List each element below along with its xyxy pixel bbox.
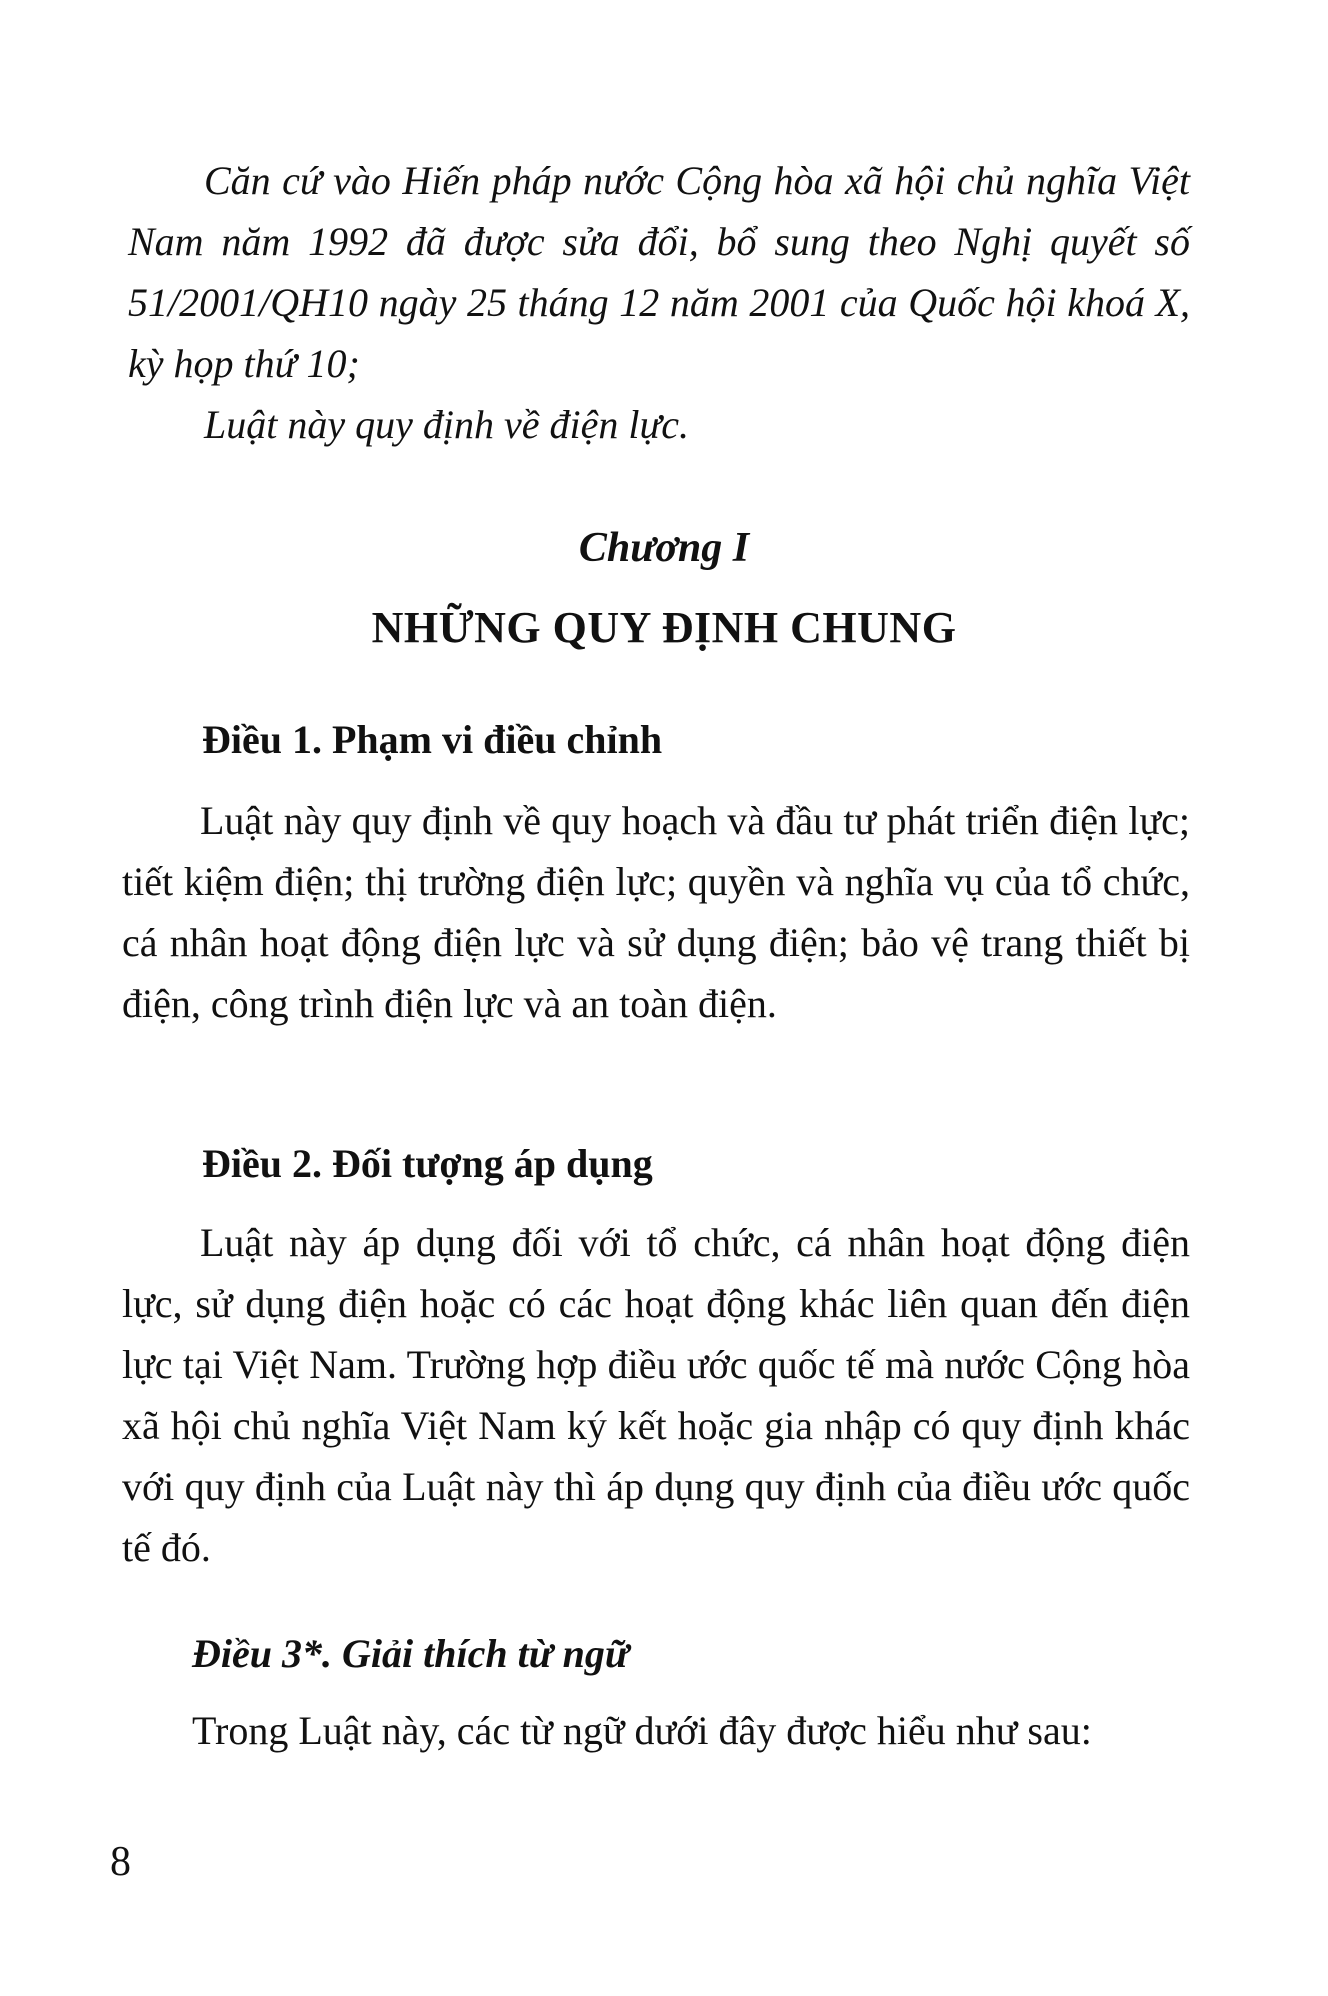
preamble — [128, 150, 1190, 455]
article-1-body: Luật này quy định về quy hoạch và đầu tư phát triển điện lực; tiết kiệm điện; thị trường điện lực; quyền và nghĩa vụ của tổ chức, cá nhân hoạt động điện lực và sử dụng điện; bảo vệ trang thiết bị điện, công trình điện lực và an toàn điện. — [122, 798, 1190, 1026]
article-3-heading: Điều 3*. Giải thích từ ngữ — [192, 1631, 629, 1676]
chapter-title: NHỮNG QUY ĐỊNH CHUNG — [371, 603, 957, 652]
preamble-scope-statement: Luật này quy định về điện lực. — [204, 402, 690, 447]
article-2-heading: Điều 2. Đối tượng áp dụng — [202, 1141, 653, 1186]
article-1-heading: Điều 1. Phạm vi điều chỉnh — [202, 717, 663, 762]
article-2-body: Luật này áp dụng đối với tổ chức, cá nhân hoạt động điện lực, sử dụng điện hoặc có các hoạt động khác liên quan đến điện lực tại Việt Nam. Trường hợp điều ước quốc tế mà nước Cộng hòa xã hội chủ nghĩa Việt Nam ký kết hoặc gia nhập có quy định khác với quy định của Luật này thì áp dụng quy định của điều ước quốc tế đó. — [122, 1220, 1190, 1570]
preamble-legal-basis: Căn cứ vào Hiến pháp nước Cộng hòa xã hội chủ nghĩa Việt Nam năm 1992 đã được sửa đổi, bổ sung theo Nghị quyết số 51/2001/QH10 ngày 25 tháng 12 năm 2001 của Quốc hội khoá X, kỳ họp thứ 10; — [128, 158, 1190, 386]
chapter-label: Chương I — [578, 525, 750, 571]
page-number: 8 — [110, 1839, 131, 1885]
article-3-body: Trong Luật này, các từ ngữ dưới đây được hiểu như sau: — [192, 1708, 1092, 1753]
